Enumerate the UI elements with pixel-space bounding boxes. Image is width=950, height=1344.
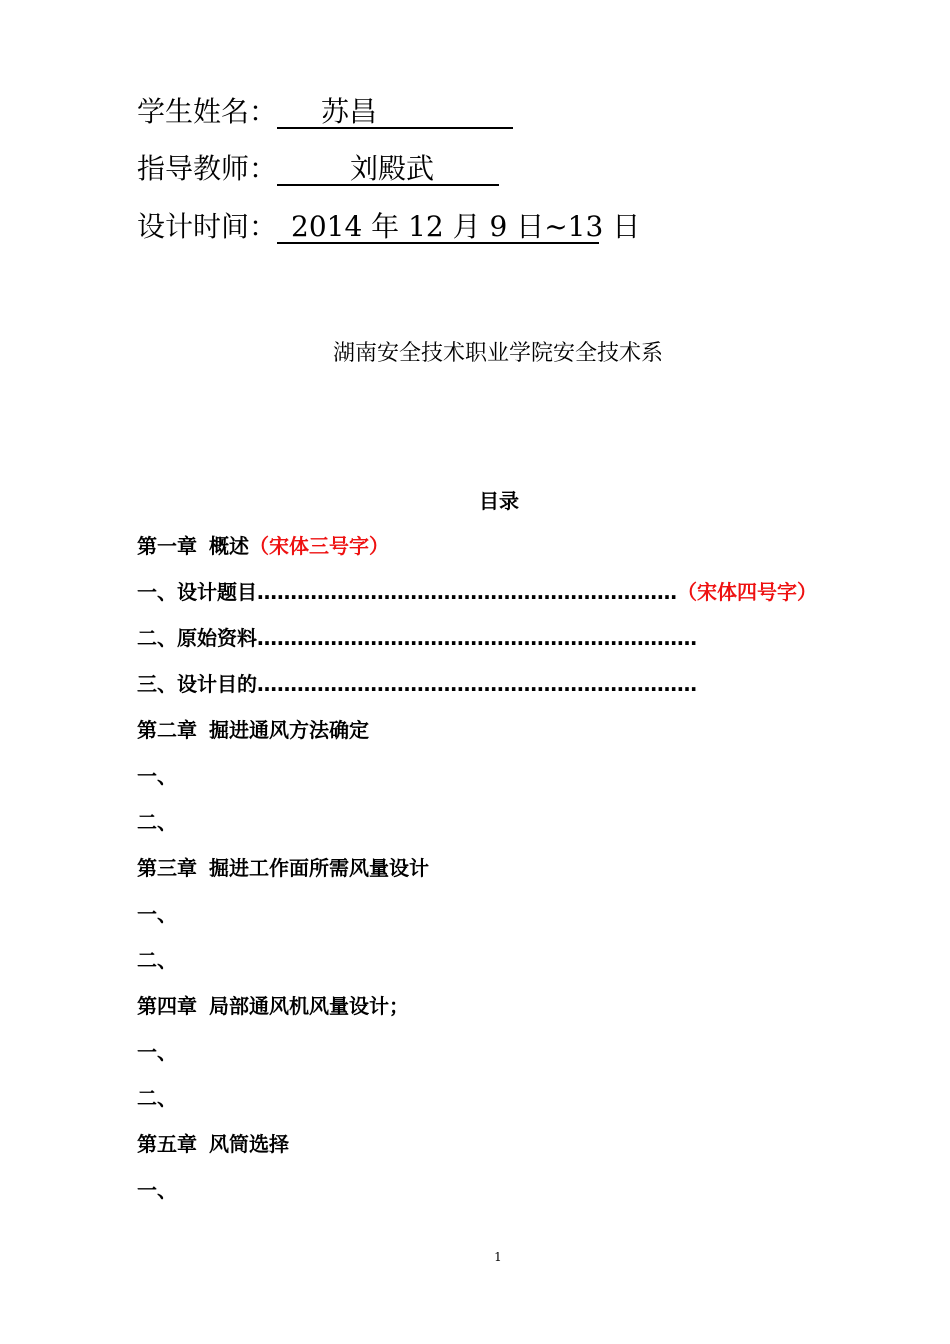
toc-item-text: 一、 [137,1178,177,1202]
toc-item[interactable] [137,901,917,947]
toc-item-text: 三、设计目的 [137,672,257,696]
design-time-row [137,210,641,244]
toc-item-text: 一、设计题目 [137,580,257,604]
toc-leader-dots: ………………………………………………………… [257,672,697,696]
toc-item[interactable] [137,579,917,625]
student-name-label: 学生姓名： [137,95,278,128]
toc-item-text: 掘进通风方法确定 [209,718,369,742]
teacher-value: 刘殿武 [277,154,499,186]
toc-leader-dots: ……………………………………………………… [257,580,677,604]
toc-item-text: 掘进工作面所需风量设计 [209,856,429,880]
toc-item-text: 二、 [137,810,177,834]
toc-item-text: 二、原始资料 [137,626,257,650]
toc-item-text: 局部通风机风量设计； [209,994,409,1018]
toc-item[interactable] [137,993,917,1039]
toc-item[interactable] [137,1039,917,1085]
toc-leader-dots: ………………………………………………………… [257,626,697,650]
toc-item[interactable] [137,855,917,901]
toc-format-note: （宋体三号字） [249,534,389,558]
toc-item-text: 二、 [137,948,177,972]
toc-item[interactable] [137,625,917,671]
toc-item-text: 概述 [209,534,249,558]
toc-item[interactable] [137,717,917,763]
toc-chapter-prefix: 第四章 [137,994,197,1018]
department-name: 湖南安全技术职业学院安全技术系 [332,341,663,366]
toc-item[interactable] [137,1131,917,1177]
toc-item[interactable] [137,809,917,855]
student-name-value: 苏昌 [277,97,513,129]
toc-item-text: 二、 [137,1086,177,1110]
design-time-label: 设计时间： [137,210,278,243]
student-name-row [137,95,513,129]
toc-item-text: 一、 [137,1040,177,1064]
design-time-value: 2014 年 12 月 9 日~13 日 [277,212,599,244]
toc-chapter-prefix: 第五章 [137,1132,197,1156]
table-of-contents [137,533,917,1223]
toc-item-text: 一、 [137,764,177,788]
toc-item[interactable] [137,947,917,993]
toc-item[interactable] [137,533,917,579]
toc-chapter-prefix: 第二章 [137,718,197,742]
toc-title: 目录 [479,489,519,513]
teacher-label: 指导教师： [137,152,278,185]
toc-chapter-prefix: 第一章 [137,534,197,558]
toc-item[interactable] [137,763,917,809]
toc-item-text: 风筒选择 [209,1132,289,1156]
toc-item[interactable] [137,1085,917,1131]
toc-format-note: （宋体四号字） [677,580,817,604]
teacher-row [137,152,499,186]
toc-item-text: 一、 [137,902,177,926]
toc-item[interactable] [137,1177,917,1223]
toc-item[interactable] [137,671,917,717]
page-number: 1 [494,1250,502,1264]
toc-chapter-prefix: 第三章 [137,856,197,880]
